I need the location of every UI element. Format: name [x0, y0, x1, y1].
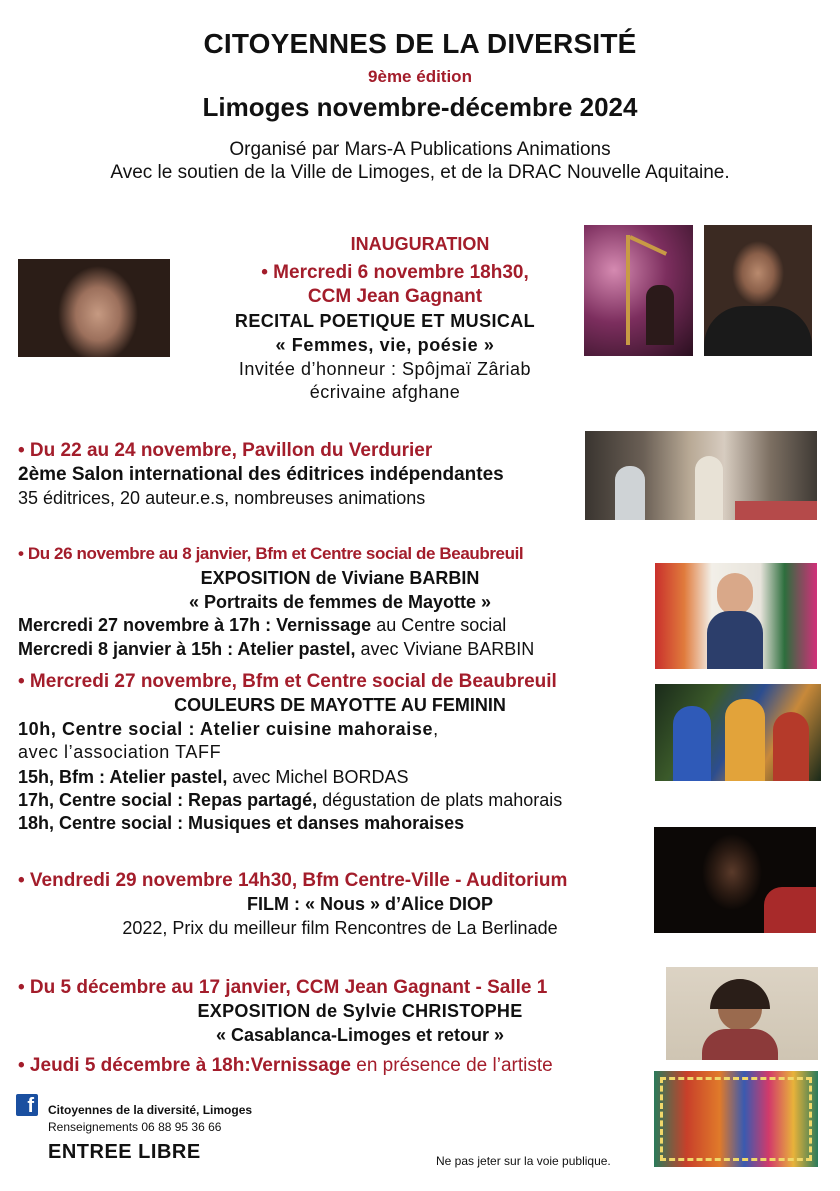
portrait-photo-inauguration — [18, 259, 170, 357]
mayotte-line-5: 18h, Centre social : Musiques et danses mahoraises — [18, 813, 465, 833]
inauguration-event: RECITAL POETIQUE ET MUSICAL — [234, 311, 536, 331]
inauguration-place: CCM Jean Gagnant — [307, 286, 483, 307]
inauguration-subtitle: « Femmes, vie, poésie » — [275, 335, 495, 355]
disposal-notice: Ne pas jeter sur la voie publique. — [436, 1154, 611, 1168]
mayotte-line-4-bold: 17h, Centre social : Repas partagé, — [18, 790, 318, 810]
artwork-textile-photo — [654, 1071, 818, 1167]
vernissage-bold: Vernissage — [250, 1055, 351, 1076]
facebook-icon[interactable]: f — [16, 1094, 38, 1116]
vernissage-date: • Jeudi 5 décembre à 18h — [18, 1055, 245, 1076]
poster-title: CITOYENNES DE LA DIVERSITÉ — [203, 28, 637, 59]
mayotte-line-2: avec l’association TAFF — [18, 742, 222, 762]
salon-title: 2ème Salon international des éditrices indépendantes — [18, 464, 504, 485]
artist-barbin-photo — [655, 563, 817, 669]
facebook-page-name[interactable]: Citoyennes de la diversité, Limoges — [48, 1103, 253, 1117]
mayotte-line-1 — [18, 718, 439, 740]
guest-portrait-photo — [704, 225, 812, 356]
organizer-block — [0, 138, 840, 184]
barbin-date: • Du 26 novembre au 8 janvier, Bfm et Centre social de Beaubreuil — [18, 544, 524, 563]
barbin-line-2 — [18, 638, 534, 660]
free-entry: ENTREE LIBRE — [48, 1141, 201, 1163]
artist-christophe-photo — [666, 967, 818, 1060]
mayotte-line-3 — [18, 766, 408, 788]
harp-photo — [584, 225, 693, 356]
support-line: Avec le soutien de la Ville de Limoges, et de la DRAC Nouvelle Aquitaine. — [110, 162, 730, 183]
christophe-subtitle: « Casablanca-Limoges et retour » — [215, 1025, 505, 1045]
vernissage-rest: en présence de l’artiste — [356, 1055, 553, 1076]
salon-desc: 35 éditrices, 20 auteur.e.s, nombreuses animations — [18, 488, 426, 508]
inauguration-guest: Invitée d’honneur : Spôjmaï Zâriab — [238, 359, 532, 379]
mayotte-line-3-rest: avec Michel BORDAS — [232, 767, 409, 787]
mayotte-date: • Mercredi 27 novembre, Bfm et Centre social de Beaubreuil — [18, 671, 557, 692]
mayotte-line-4-rest: dégustation de plats mahorais — [322, 790, 563, 810]
barbin-line-2-rest: avec Viviane BARBIN — [360, 639, 535, 659]
inauguration-date: • Mercredi 6 novembre 18h30, — [261, 262, 529, 283]
mayotte-line-1-rest: , — [433, 719, 439, 739]
salon-date: • Du 22 au 24 novembre, Pavillon du Verdurier — [18, 440, 433, 461]
film-portrait-photo — [654, 827, 816, 933]
mayotte-line-3-bold: 15h, Bfm : Atelier pastel, — [18, 767, 228, 787]
phone-info: Renseignements 06 88 95 36 66 — [48, 1120, 222, 1134]
salon-crowd-photo — [585, 431, 817, 520]
mayotte-line-4 — [18, 789, 562, 811]
vernissage-separator: : — [244, 1055, 251, 1076]
film-date: • Vendredi 29 novembre 14h30, Bfm Centre-Ville - Auditorium — [18, 870, 568, 891]
film-desc: 2022, Prix du meilleur film Rencontres de La Berlinade — [122, 918, 558, 938]
barbin-line-1-rest: au Centre social — [376, 615, 507, 635]
mayotte-title: COULEURS DE MAYOTTE AU FEMININ — [174, 695, 506, 715]
edition-label: 9ème édition — [368, 67, 472, 86]
christophe-title: EXPOSITION de Sylvie CHRISTOPHE — [197, 1001, 523, 1021]
inauguration-heading: INAUGURATION — [350, 234, 490, 254]
barbin-title: EXPOSITION de Viviane BARBIN — [200, 568, 480, 588]
barbin-subtitle: « Portraits de femmes de Mayotte » — [188, 592, 492, 612]
film-title: FILM : « Nous » d’Alice DIOP — [246, 894, 494, 914]
christophe-date: • Du 5 décembre au 17 janvier, CCM Jean Gagnant - Salle 1 — [18, 977, 548, 998]
barbin-line-2-bold: Mercredi 8 janvier à 15h : Atelier pastel, — [18, 639, 356, 659]
christophe-vernissage — [18, 1055, 553, 1077]
inauguration-guest-desc: écrivaine afghane — [309, 382, 461, 402]
barbin-line-1 — [18, 614, 506, 636]
city-dates: Limoges novembre-décembre 2024 — [202, 92, 638, 122]
organizer-line: Organisé par Mars-A Publications Animations — [229, 139, 611, 160]
barbin-line-1-bold: Mercredi 27 novembre à 17h : Vernissage — [18, 615, 372, 635]
mayotte-dance-photo — [655, 684, 821, 781]
mayotte-line-1-bold: 10h, Centre social : Atelier cuisine mahoraise — [18, 719, 434, 739]
